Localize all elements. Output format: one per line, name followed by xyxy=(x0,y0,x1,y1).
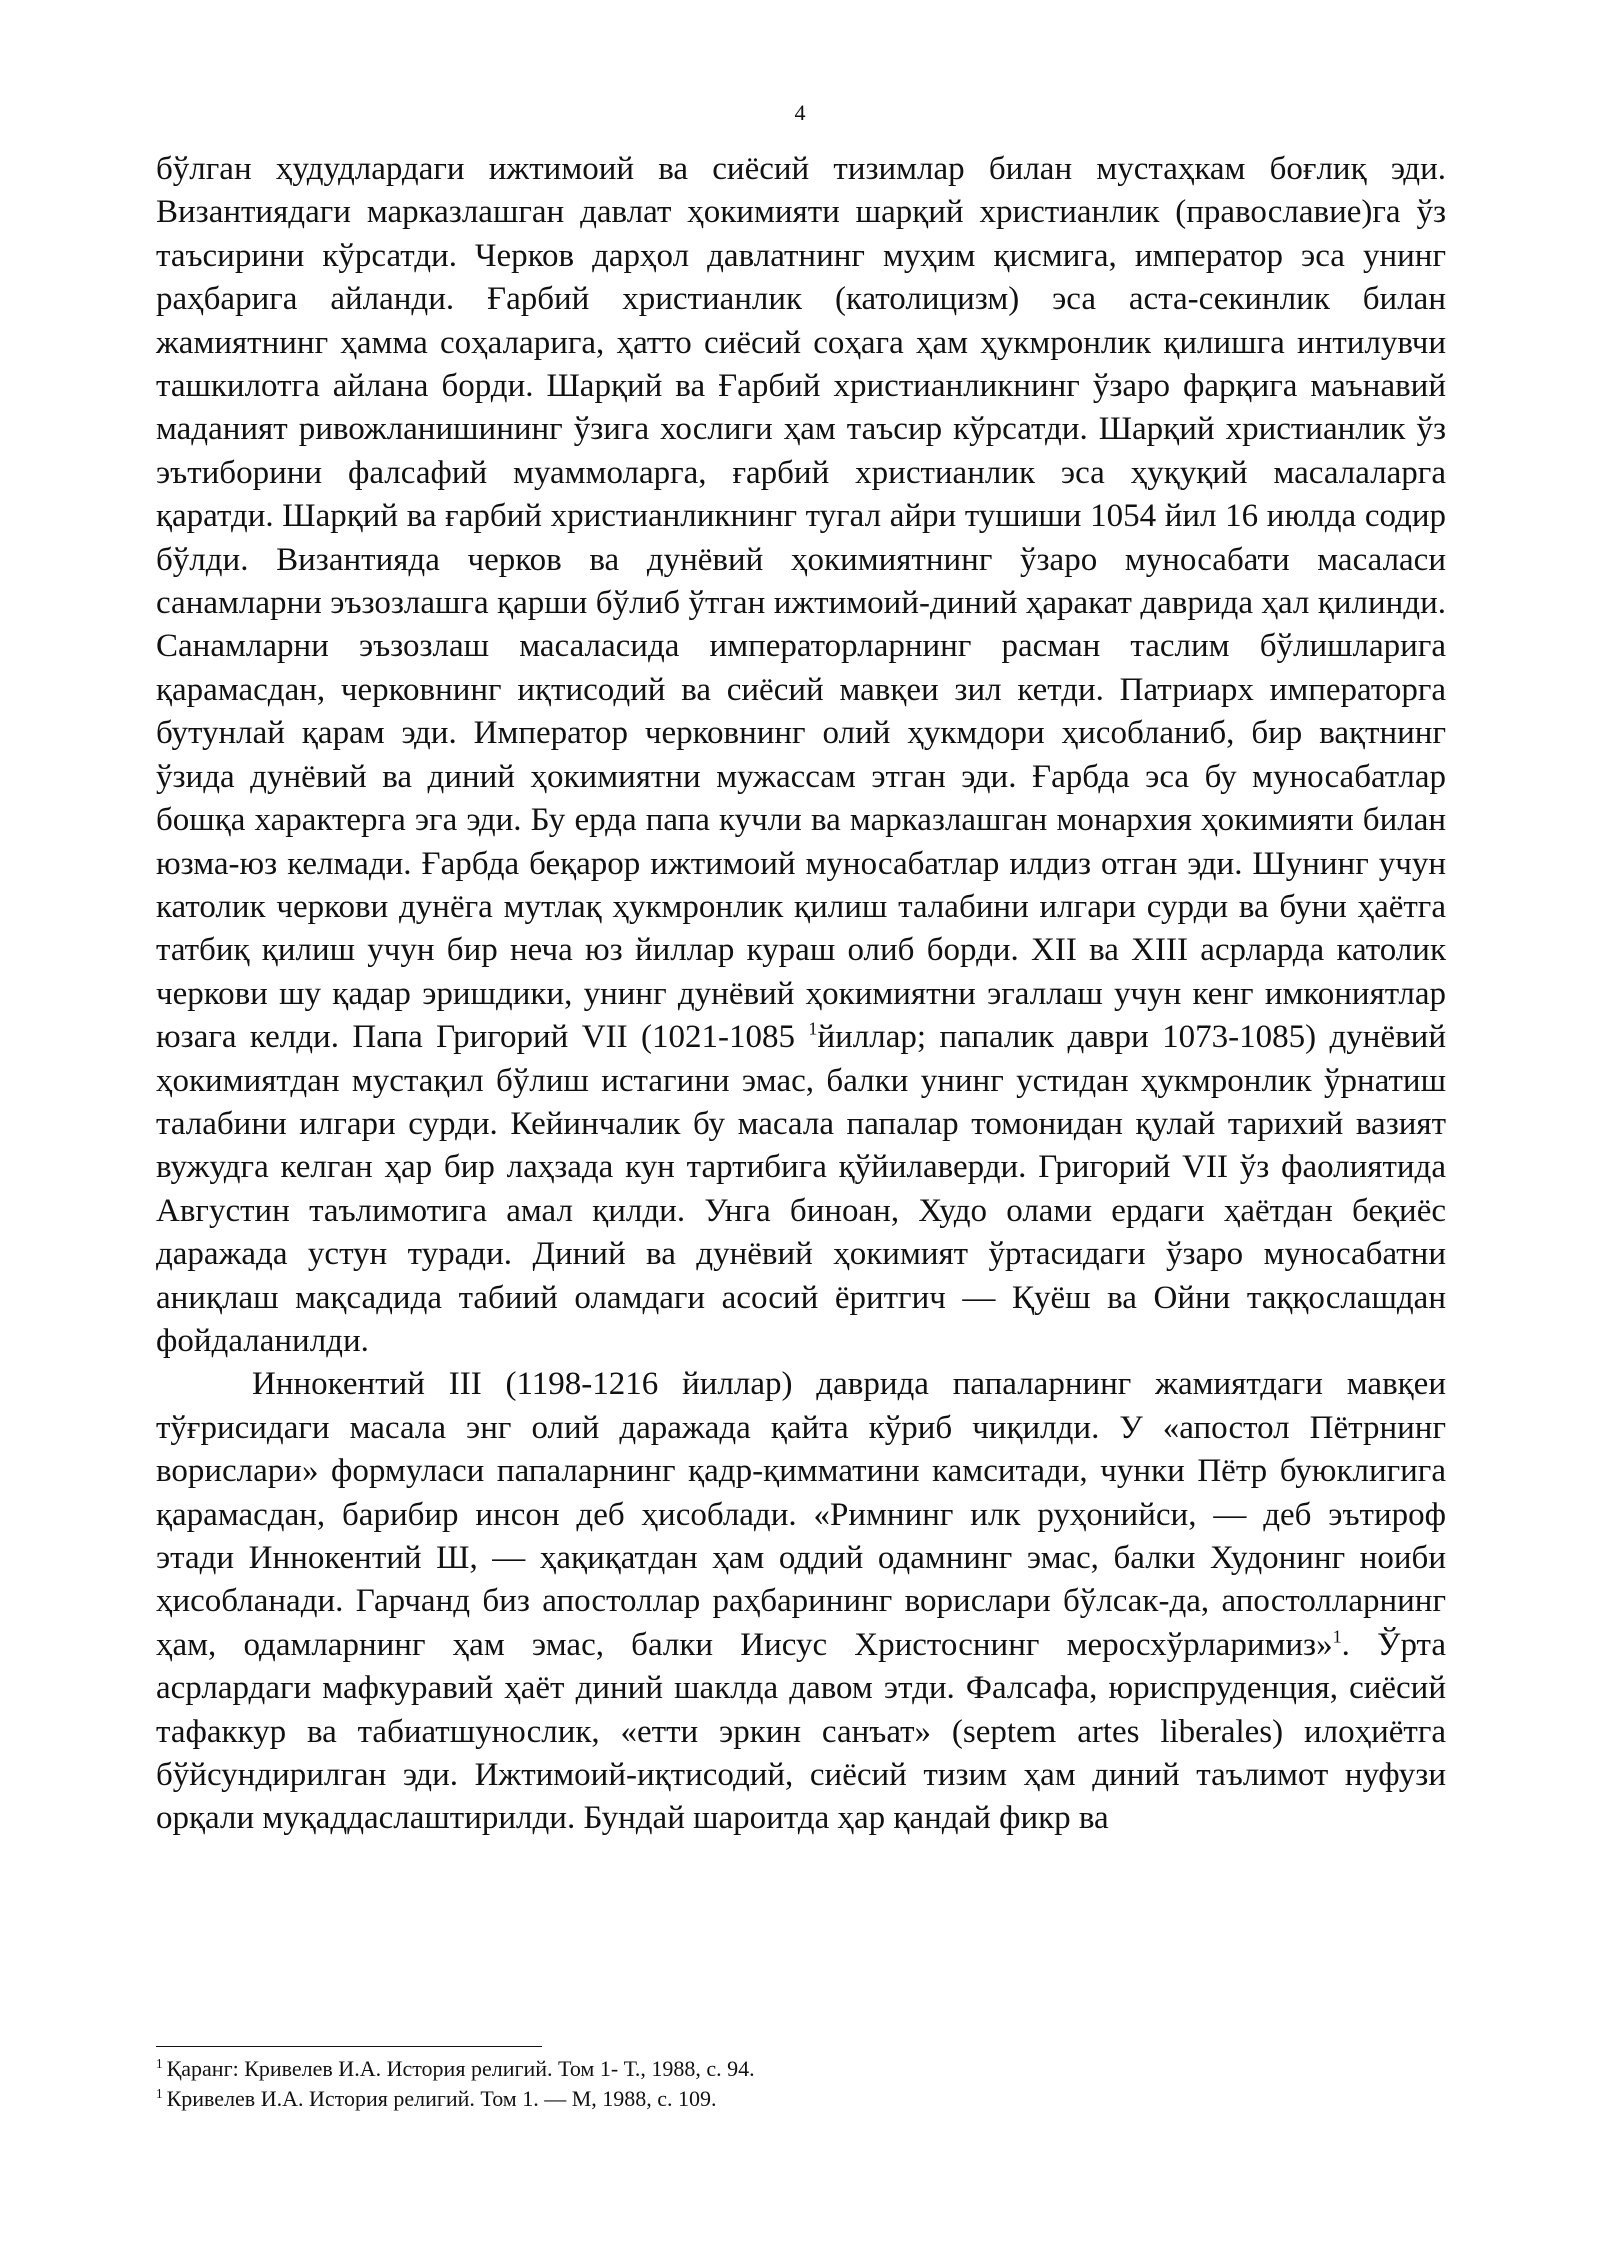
footnotes xyxy=(156,2054,1446,2114)
paragraph-text: йиллар; папалик даври 1073-1085) дунёвий ҳокимиятдан мустақил бўлиш истагини эмас, балки унинг устидан ҳукмронлик ўрнатиш талабини илгари сурди. Кейинчалик бу масала папалар томонидан қулай тарихий вазият вужудга келган ҳар бир лаҳзада кун тартибига қўйилаверди. Григорий VII ўз фаолиятида Августин таълимотига амал қилди. Унга биноан, Худо олами ердаги ҳаётдан беқиёс даражада устун туради. Диний ва дунёвий ҳокимият ўртасидаги ўзаро муносабатни аниқлаш мақсадида табиий оламдаги асосий ёритгич — Қуёш ва Ойни таққослашдан фойдаланилди. xyxy=(156,1019,1446,1359)
paragraph-text: Иннокентий III (1198-1216 йиллар) даврида папаларнинг жамиятдаги мавқеи тўғрисидаги масала энг олий даражада қайта кўриб чиқилди. У «апостол Пётрнинг ворислари» формуласи папаларнинг қадр-қимматини камситади, чунки Пётр буюклигига қарамасдан, барибир инсон деб ҳисоблади. «Римнинг илк руҳонийси, — деб эътироф этади Иннокентий Ш, — ҳақиқатдан ҳам оддий одамнинг эмас, балки Худонинг ноиби ҳисобланади. Гарчанд биз апостоллар раҳбарининг ворислари бўлсак-да, апостолларнинг ҳам, одамларнинг ҳам эмас, балки Иисус Христоснинг меросхўрларимиз» xyxy=(156,1366,1446,1663)
body-text xyxy=(156,148,1446,1841)
paragraph xyxy=(156,1363,1446,1840)
paragraph-text: . Ўрта асрлардаги мафкуравий ҳаёт диний шаклда давом этди. Фалсафа, юриспруденция, сиёсий тафаккур ва табиатшунослик, «етти эркин санъат» (septem artes liberales) илоҳиётга бўйсундирилган эди. Ижтимоий-иқтисодий, сиёсий тизим ҳам диний таълимот нуфузи орқали муқаддаслаштирилди. Бундай шароитда ҳар қандай фикр ва xyxy=(156,1626,1446,1837)
footnote-reference[interactable]: 1 xyxy=(808,1018,818,1039)
footnote-marker: 1 xyxy=(156,2056,163,2072)
footnote-text: Кривелев И.А. История религий. Том 1. — М, 1988, с. 109. xyxy=(166,2086,717,2111)
footnote-text: Қаранг: Кривелев И.А. История религий. Том 1- Т., 1988, с. 94. xyxy=(166,2056,755,2081)
paragraph-text: бўлган ҳудудлардаги ижтимоий ва сиёсий тизимлар билан мустаҳкам боғлиқ эди. Византиядаги марказлашган давлат ҳокимияти шарқий христианлик (православие)га ўз таъсирини кўрсатди. Черков дарҳол давлатнинг муҳим қисмига, император эса унинг раҳбарига айланди. Ғарбий христианлик (католицизм) эса аста-секинлик билан жамиятнинг ҳамма соҳаларига, ҳатто сиёсий соҳага ҳам ҳукмронлик қилишга интилувчи ташкилотга айлана борди. Шарқий ва Ғарбий христианликнинг ўзаро фарқига маънавий маданият ривожланишининг ўзига хослиги ҳам таъсир кўрсатди. Шарқий христианлик ўз эътиборини фалсафий муаммоларга, ғарбий христианлик эса ҳуқуқий масалаларга қаратди. Шарқий ва ғарбий христианликнинг тугал айри тушиши 1054 йил 16 июлда содир бўлди. Византияда черков ва дунёвий ҳокимиятнинг ўзаро муносабати масаласи санамларни эъзозлашга қарши бўлиб ўтган ижтимоий-диний ҳаракат даврида ҳал қилинди. Санамларни эъзозлаш масаласида императорларнинг расман таслим бўлишларига қарамасдан, черковнинг иқтисодий ва сиёсий мавқеи зил кетди. Патриарх императорга бутунлай қарам эди. Император черковнинг олий ҳукмдори ҳисобланиб, бир вақтнинг ўзида дунёвий ва диний ҳокимиятни мужассам этган эди. Ғарбда эса бу муносабатлар бошқа характерга эга эди. Бу ерда папа кучли ва марказлашган монархия ҳокимияти билан юзма-юз келмади. Ғарбда беқарор ижтимоий муносабатлар илдиз отган эди. Шунинг учун католик черкови дунёга мутлақ ҳукмронлик қилиш талабини илгари сурди ва буни ҳаётга татбиқ қилиш учун бир неча юз йиллар кураш олиб борди. XII ва XIII асрларда католик черкови шу қадар эришдики, унинг дунёвий ҳокимиятни эгаллаш учун кенг имкониятлар юзага келди. Папа Григорий VII (1021-1085 xyxy=(156,151,1446,1056)
footnote xyxy=(156,2054,1446,2084)
paragraph xyxy=(156,148,1446,1363)
footnote-separator xyxy=(156,2046,542,2047)
page-number: 4 xyxy=(794,100,806,125)
footnote xyxy=(156,2084,1446,2114)
footnote-marker: 1 xyxy=(156,2086,163,2102)
footnote-reference[interactable]: 1 xyxy=(1332,1626,1342,1647)
